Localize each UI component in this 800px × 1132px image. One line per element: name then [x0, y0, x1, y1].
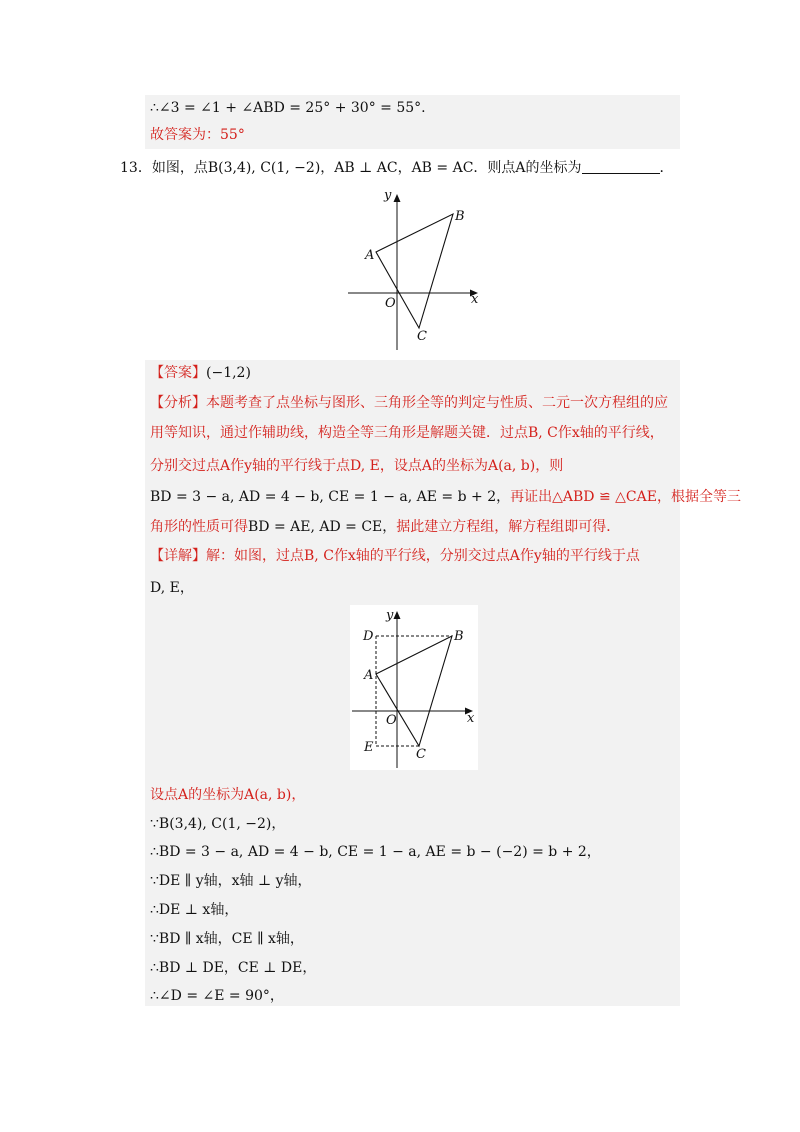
analysis-line-4 [150, 487, 741, 507]
step-line: ∴BD = 3 − a, AD = 4 − b, CE = 1 − a, AE = b − (−2) = b + 2， [150, 844, 601, 860]
label-c: C [416, 747, 426, 762]
label-x: x [471, 292, 479, 307]
label-b: B [455, 209, 465, 224]
analysis-line-3: 分别交过点A作y轴的平行线于点D, E，设点A的坐标为A(a, b)，则 [150, 458, 564, 474]
label-x: x [467, 711, 475, 726]
step-line: ∴BD ⊥ DE，CE ⊥ DE， [150, 960, 317, 976]
label-o: O [386, 713, 397, 728]
step-line: ∵DE ∥ y轴，x轴 ⊥ y轴， [150, 873, 312, 889]
question-number: 13． [120, 160, 152, 176]
detail-tag: 【详解】 [150, 548, 206, 564]
label-e: E [364, 740, 374, 755]
label-a: A [364, 668, 374, 683]
question-text: 如图，点B(3,4), C(1, −2)，AB ⊥ AC，AB = AC．则点A的坐标为 [151, 160, 582, 176]
label-b: B [454, 629, 464, 644]
analysis-text-1: 本题考查了点坐标与图形、三角形全等的判定与性质、二元一次方程组的应 [206, 395, 668, 411]
label-y: y [384, 188, 392, 203]
step-line: 设点A的坐标为A(a, b)， [150, 787, 306, 803]
analysis-line-5 [150, 517, 620, 537]
label-a: A [365, 248, 375, 263]
label-d: D [363, 629, 374, 644]
analysis-equations: BD = 3 − a, AD = 4 − b, CE = 1 − a, AE = b + 2， [150, 489, 511, 505]
y-axis-arrow [394, 611, 401, 619]
label-o: O [385, 296, 396, 311]
label-c: C [417, 329, 427, 344]
answer-value: (−1,2) [206, 365, 251, 381]
detail-line-1 [150, 546, 640, 566]
step-line: ∵BD ∥ x轴，CE ∥ x轴， [150, 931, 304, 947]
analysis-equalities: BD = AE, AD = CE， [248, 519, 397, 535]
prev-answer: 故答案为：55° [150, 127, 245, 143]
analysis-tag: 【分析】 [150, 395, 206, 411]
prev-conclusion: ∴∠3 = ∠1 + ∠ABD = 25° + 30° = 55°. [150, 100, 426, 116]
step-line: ∵B(3,4), C(1, −2)， [150, 816, 286, 832]
analysis-congruence: 再证出△ABD ≌ △CAE，根据全等三 [510, 489, 741, 505]
step-line: ∴∠D = ∠E = 90°， [150, 988, 284, 1004]
answer-tag: 【答案】 [150, 365, 206, 381]
detail-line-2: D, E， [150, 580, 194, 596]
y-axis-arrow [394, 194, 401, 202]
figure-2-auxiliary-diagram [350, 605, 478, 770]
question-13 [120, 158, 674, 178]
answer-line [150, 363, 251, 383]
detail-text-1: 解：如图，过点B, C作x轴的平行线，分别交过点A作y轴的平行线于点 [206, 548, 640, 564]
label-y: y [386, 608, 394, 623]
answer-blank [582, 173, 660, 174]
analysis-text-5c: 据此建立方程组，解方程组即可得． [396, 519, 621, 535]
step-line: ∴DE ⊥ x轴， [150, 902, 239, 918]
analysis-line-2: 用等知识，通过作辅助线，构造全等三角形是解题关键．过点B, C作x轴的平行线， [150, 425, 664, 441]
analysis-line-1 [150, 393, 668, 413]
figure-1-coordinate-diagram [340, 183, 490, 353]
triangle-abc [376, 636, 452, 746]
question-end: ． [659, 160, 674, 176]
analysis-text-5a: 角形的性质可得 [150, 519, 248, 535]
